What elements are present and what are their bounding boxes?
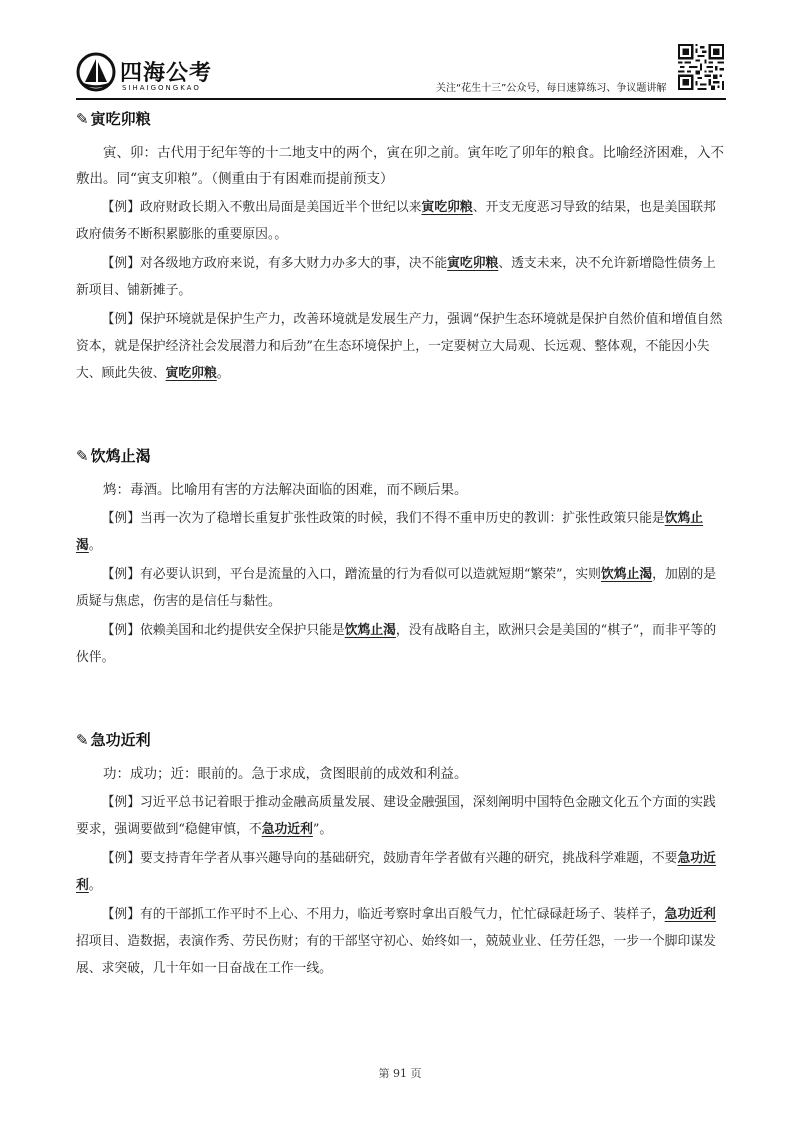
section-spacer [76,389,726,443]
idiom-section [76,106,726,387]
page-number: 第 91 页 [378,1067,422,1080]
example [76,845,726,899]
keyword: 饮鸩止渴 [76,511,704,553]
definition: 寅、卯：古代用于纪年等的十二地支中的两个，寅在卯之前。寅年吃了卯年的粮食。比喻经济困难，入不敷出。同“寅支卯粮”。（侧重由于有困难而提前预支） [76,145,724,187]
pencil-icon: ✎ [76,447,89,465]
section-title [76,727,726,753]
example [76,561,726,615]
header-divider [76,98,726,100]
example-text: 、透支未来，决不允许新增隐性债务上新项目、铺新摊子。 [76,256,716,298]
logo-subtitle: SIHAIGONGKAO [122,84,201,92]
example-text: 、开支无度恶习导致的结果，也是美国联邦政府债务不断积累膨胀的重要原因。。 [76,200,716,242]
keyword: 寅吃卯粮 [447,256,499,271]
page-header [0,0,800,100]
example-text: 【例】对各级地方政府来说，有多大财力办多大的事，决不能 [101,256,448,271]
example [76,617,726,671]
main-content [76,106,726,984]
section-title-text: 饮鸩止渴 [90,447,151,465]
section-title [76,106,726,132]
logo-text: 四海公考 [120,61,213,86]
example-text: 。 [88,538,102,553]
keyword: 寅吃卯粮 [421,200,473,215]
section-title-text: 急功近利 [90,731,151,749]
keyword: 饮鸩止渴 [344,623,396,638]
section-spacer [76,673,726,727]
section-title [76,443,726,469]
example [76,505,726,559]
example-text: 招项目、造数据，表演作秀、劳民伤财；有的干部坚守初心、始终如一，兢兢业业、任劳任怨，一步一个脚印谋发展、求突破，几十年如一日奋战在工作一线。 [76,934,716,976]
example [76,306,726,387]
example-text: 【例】保护环境就是保护生产力，改善环境就是发展生产力，强调“保护生态环境就是保护自然价值和增值自然资本，就是保护经济社会发展潜力和后劲”在生态环境保护上，一定要树立大局观、长远观、整体观，不能因小失大、顾此失彼、 [76,312,723,381]
keyword: 急功近利 [76,851,716,893]
example [76,789,726,843]
example [76,901,726,982]
keyword: 急功近利 [261,822,313,837]
sailboat-logo-icon [76,52,116,92]
example-text: 。 [88,878,102,893]
idiom-section [76,727,726,982]
keyword: 寅吃卯粮 [165,366,217,381]
example-text: 【例】当再一次为了稳增长重复扩张性政策的时候，我们不得不重申历史的教训：扩张性政策只能是 [101,511,665,526]
idiom-section [76,443,726,671]
example-text: ”。 [312,822,333,837]
example-text: 【例】政府财政长期入不敷出局面是美国近半个世纪以来 [101,200,422,215]
example-text: 【例】要支持青年学者从事兴趣导向的基础研究，鼓励青年学者做有兴趣的研究，挑战科学难题，不要 [101,851,678,866]
example [76,250,726,304]
example-text: 【例】依赖美国和北约提供安全保护只能是 [101,623,345,638]
example-text: 【例】有的干部抓工作平时不上心、不用力，临近考察时拿出百般气力，忙忙碌碌赶场子、装样子， [101,907,665,922]
example-text: 【例】有必要认识到，平台是流量的入口，蹭流量的行为看似可以造就短期“繁荣”，实则 [101,567,601,582]
pencil-icon: ✎ [76,110,89,128]
keyword: 饮鸩止渴 [600,567,653,582]
example-text: ，加剧的是质疑与焦虑，伤害的是信任与黏性。 [76,567,717,609]
example [76,194,726,248]
pencil-icon: ✎ [76,731,89,749]
header-slogan: 关注“花生十三”公众号，每日速算练习、争议题讲解 [436,83,667,94]
qr-code-icon [678,44,724,90]
example-text: 【例】习近平总书记着眼于推动金融高质量发展、建设金融强国，深刻阐明中国特色金融文化五个方面的实践要求，强调要做到“稳健审慎，不 [76,795,716,837]
example-text: 。 [216,366,230,381]
section-title-text: 寅吃卯粮 [90,110,151,128]
definition: 功：成功；近：眼前的。急于求成，贪图眼前的成效和利益。 [103,766,468,782]
keyword: 急功近利 [664,907,716,922]
example-text: ，没有战略自主，欧洲只会是美国的“棋子”，而非平等的伙伴。 [76,623,717,665]
definition: 鸩：毒酒。比喻用有害的方法解决面临的困难，而不顾后果。 [103,482,468,498]
